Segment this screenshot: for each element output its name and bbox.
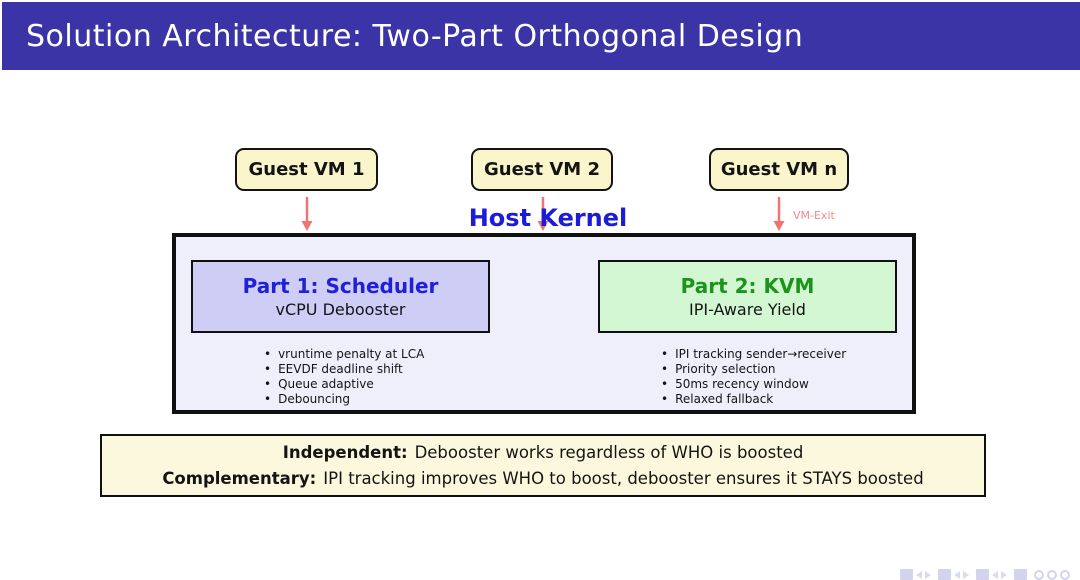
beamer-navigation-bar — [900, 569, 1070, 580]
vm-exit-label: VM-Exit — [793, 209, 835, 222]
bullet-item: • EEVDF deadline shift — [264, 362, 424, 377]
host-kernel-label: Host Kernel — [468, 204, 628, 232]
part1-subtitle: vCPU Debooster — [275, 300, 406, 319]
bullet-item: • Relaxed fallback — [661, 392, 846, 407]
subsection-nav-icon[interactable] — [976, 569, 1007, 580]
section-nav-icon[interactable] — [938, 569, 969, 580]
part1-scheduler-box — [191, 260, 490, 333]
appendix-nav-icon[interactable] — [1014, 569, 1027, 580]
part2-bullet-list — [661, 347, 846, 407]
forward-circle-icon[interactable] — [1047, 570, 1057, 580]
complementary-text: IPI tracking improves WHO to boost, debooster ensures it STAYS boosted — [323, 468, 924, 488]
guest-vm-2-box: Guest VM 2 — [471, 148, 613, 191]
part2-kvm-box — [598, 260, 897, 333]
bullet-item: • vruntime penalty at LCA — [264, 347, 424, 362]
independent-label: Independent: — [282, 442, 408, 462]
host-kernel-box — [172, 233, 916, 414]
stop-circle-icon[interactable] — [1060, 570, 1070, 580]
bullet-item: • Debouncing — [264, 392, 424, 407]
down-arrow-icon — [772, 197, 786, 231]
independent-text: Debooster works regardless of WHO is boosted — [414, 442, 804, 462]
part1-title: Part 1: Scheduler — [242, 274, 439, 298]
guest-vm-1-box: Guest VM 1 — [235, 148, 378, 191]
bullet-item: • Priority selection — [661, 362, 846, 377]
part2-title: Part 2: KVM — [680, 274, 815, 298]
down-arrow-icon — [300, 197, 314, 231]
back-forward-stop-icons[interactable] — [1034, 570, 1070, 580]
bullet-item: • IPI tracking sender→receiver — [661, 347, 846, 362]
back-circle-icon[interactable] — [1034, 570, 1044, 580]
part2-subtitle: IPI-Aware Yield — [689, 300, 806, 319]
summary-line-complementary — [162, 466, 923, 492]
frame-nav-icon[interactable] — [900, 569, 931, 580]
complementary-label: Complementary: — [162, 468, 317, 488]
slide-title: Solution Architecture: Two-Part Orthogonal Design — [26, 18, 804, 54]
bullet-item: • 50ms recency window — [661, 377, 846, 392]
guest-vm-n-box: Guest VM n — [709, 148, 849, 191]
slide-title-bar — [2, 2, 1080, 70]
part1-bullet-list — [264, 347, 424, 407]
summary-box — [100, 434, 986, 497]
bullet-item: • Queue adaptive — [264, 377, 424, 392]
summary-line-independent — [283, 440, 804, 466]
